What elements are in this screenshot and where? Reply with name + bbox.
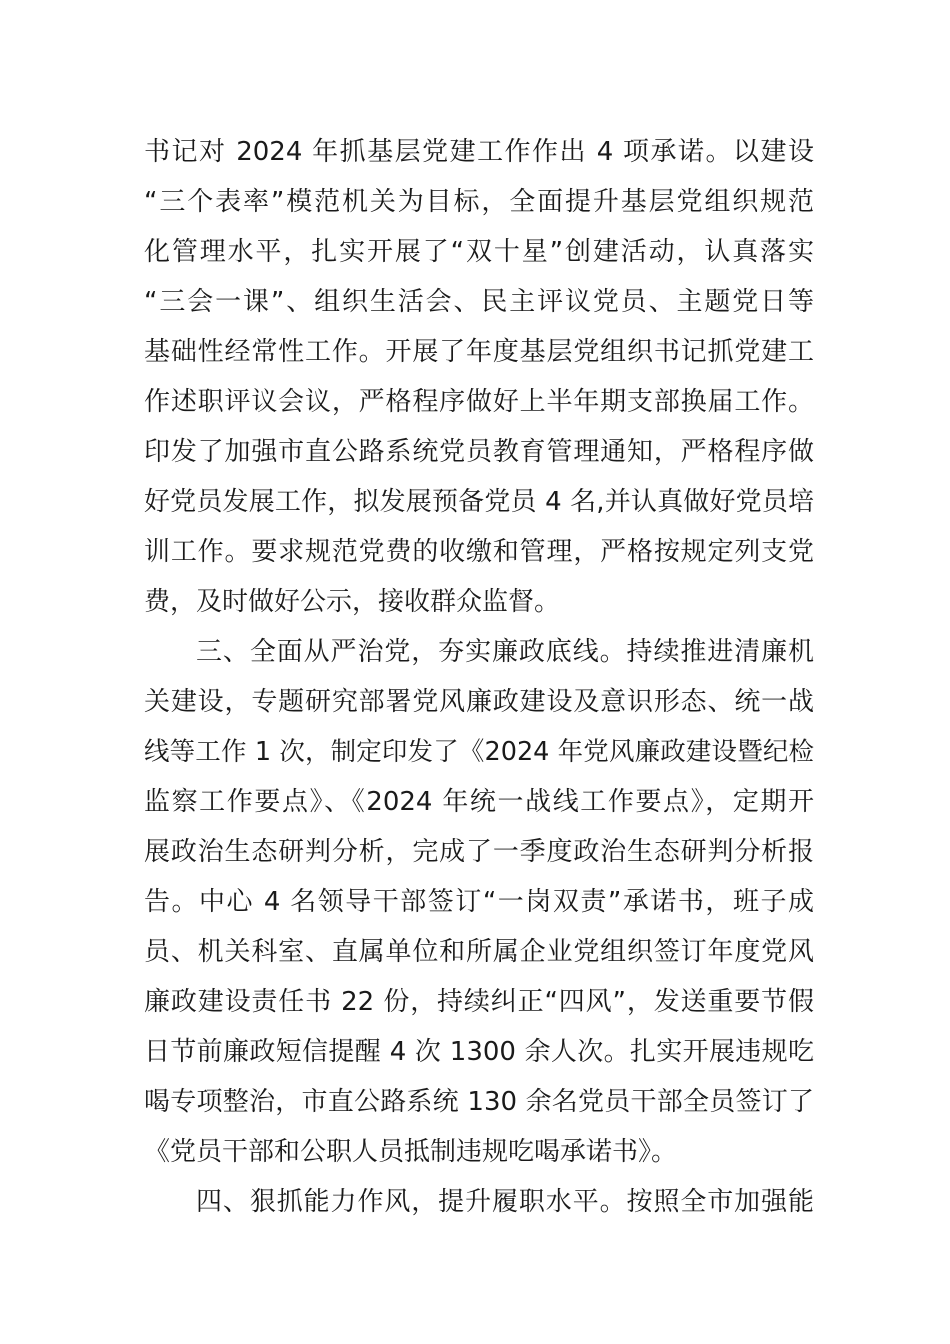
text-line: 关建设，专题研究部署党风廉政建设及意识形态、统一战 [144, 687, 814, 717]
text-line: 作述职评议会议，严格程序做好上半年期支部换届工作。 [144, 387, 814, 417]
text-line: 展政治生态研判分析，完成了一季度政治生态研判分析报 [144, 837, 814, 867]
text-line: 《党员干部和公职人员抵制违规吃喝承诺书》。 [144, 1137, 678, 1167]
text-line: “三个表率”模范机关为目标，全面提升基层党组织规范 [144, 187, 814, 217]
text-line: 印发了加强市直公路系统党员教育管理通知，严格程序做 [144, 437, 814, 467]
text-line: 训工作。要求规范党费的收缴和管理，严格按规定列支党 [144, 537, 814, 567]
text-line: 廉政建设责任书 22 份，持续纠正“四风”，发送重要节假 [144, 987, 814, 1017]
text-line: 线等工作 1 次，制定印发了《2024 年党风廉政建设暨纪检 [144, 737, 814, 767]
text-line: 告。中心 4 名领导干部签订“一岗双责”承诺书，班子成 [144, 887, 814, 917]
text-line: 日节前廉政短信提醒 4 次 1300 余人次。扎实开展违规吃 [144, 1037, 814, 1067]
text-line: 好党员发展工作，拟发展预备党员 4 名,并认真做好党员培 [144, 487, 814, 517]
text-line: 化管理水平，扎实开展了“双十星”创建活动，认真落实 [144, 237, 814, 267]
section-heading-line: 三、全面从严治党，夯实廉政底线。持续推进清廉机 [196, 637, 814, 667]
text-line: 基础性经常性工作。开展了年度基层党组织书记抓党建工 [144, 337, 814, 367]
text-line: 喝专项整治，市直公路系统 130 余名党员干部全员签订了 [144, 1087, 814, 1117]
text-line: “三会一课”、组织生活会、民主评议党员、主题党日等 [144, 287, 814, 317]
section-heading-line: 四、狠抓能力作风，提升履职水平。按照全市加强能 [196, 1187, 814, 1217]
text-line: 监察工作要点》、《2024 年统一战线工作要点》，定期开 [144, 787, 814, 817]
text-line: 员、机关科室、直属单位和所属企业党组织签订年度党风 [144, 937, 814, 967]
text-line: 费，及时做好公示，接收群众监督。 [144, 587, 561, 617]
text-line: 书记对 2024 年抓基层党建工作作出 4 项承诺。以建设 [144, 137, 814, 167]
